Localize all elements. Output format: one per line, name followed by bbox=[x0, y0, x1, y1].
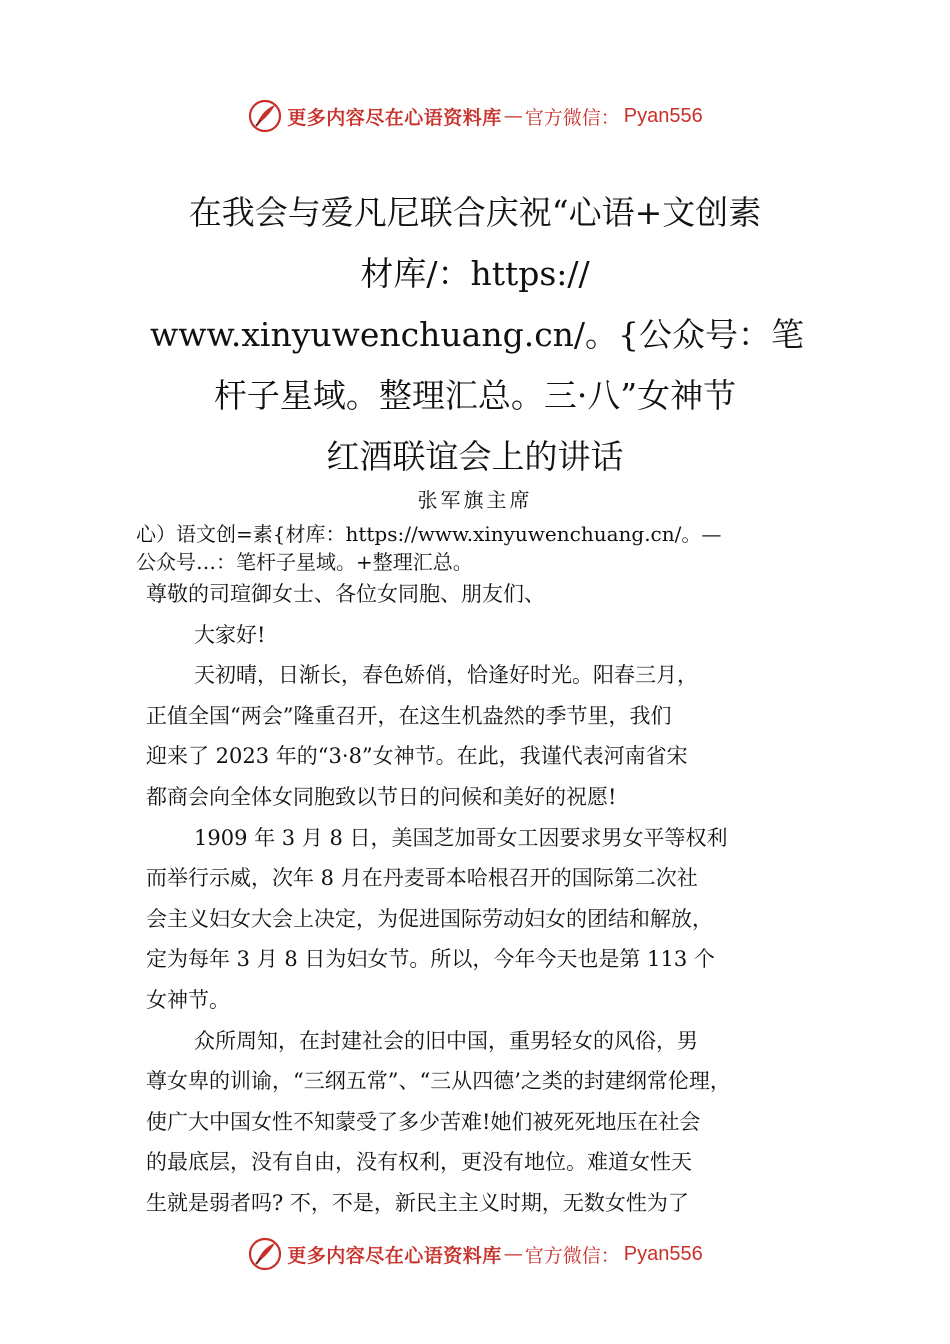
source-note bbox=[136, 520, 836, 576]
title-line: www.xinyuwenchuang.cn/。{公众号：笔 bbox=[150, 315, 805, 354]
banner-dash: — bbox=[503, 105, 523, 127]
footer-banner bbox=[0, 1232, 950, 1276]
document-title bbox=[150, 182, 805, 487]
banner-wechat-id: Pyan556 bbox=[623, 1242, 703, 1265]
banner-wechat-label: 官方微信： bbox=[524, 106, 620, 129]
title-line: 在我会与爱凡尼联合庆祝“心语+文创素 bbox=[188, 193, 762, 232]
body-line: 正值全国“两会”隆重召开，在这生机盎然的季节里，我们 bbox=[146, 703, 672, 728]
body-line: 使广大中国女性不知蒙受了多少苦难!她们被死死地压在社会 bbox=[146, 1109, 701, 1134]
body-line: 尊敬的司瑄御女士、各位女同胞、朋友们、 bbox=[146, 582, 545, 606]
body-line: 定为每年 3 月 8 日为妇女节。所以，今年今天也是第 113 个 bbox=[146, 947, 715, 972]
quill-logo-icon bbox=[247, 1236, 283, 1272]
banner-wechat-id: Pyan556 bbox=[623, 104, 703, 127]
speech-body bbox=[146, 574, 836, 1224]
title-line: 杆子星域。整理汇总。三·八”女神节 bbox=[213, 376, 737, 415]
body-line: 而举行示威，次年 8 月在丹麦哥本哈根召开的国际第二次社 bbox=[146, 866, 698, 891]
body-line: 生就是弱者吗? 不，不是，新民主主义时期，无数女性为了 bbox=[146, 1190, 689, 1215]
banner-dash: — bbox=[503, 1243, 523, 1265]
body-line: 众所周知，在封建社会的旧中国，重男轻女的风俗，男 bbox=[194, 1028, 698, 1053]
body-line: 女神节。 bbox=[146, 987, 230, 1012]
note-line: 公众号…：笔杆子星域。+整理汇总。 bbox=[136, 550, 473, 574]
header-banner bbox=[0, 94, 950, 138]
body-line: 大家好! bbox=[194, 622, 266, 647]
body-line: 1909 年 3 月 8 日，美国芝加哥女工因要求男女平等权利 bbox=[194, 825, 728, 850]
banner-brand: 更多内容尽在心语资料库 bbox=[287, 106, 502, 129]
title-line: 材库/：https:// bbox=[360, 254, 590, 293]
author-line: 张军旗主席 bbox=[417, 488, 533, 512]
title-line: 红酒联谊会上的讲话 bbox=[326, 437, 624, 476]
note-line: 心）语文创=素{材库：https://www.xinyuwenchuang.cn/。— bbox=[136, 522, 722, 546]
quill-logo-icon bbox=[247, 98, 283, 134]
banner-brand: 更多内容尽在心语资料库 bbox=[287, 1244, 502, 1267]
body-line: 天初晴，日渐长，春色娇俏，恰逢好时光。阳春三月， bbox=[194, 663, 698, 688]
body-line: 都商会向全体女同胞致以节日的问候和美好的祝愿! bbox=[146, 784, 617, 809]
body-line: 尊女卑的训谕，“三纲五常”、“三从四德’之类的封建纲常伦理， bbox=[146, 1069, 731, 1094]
body-line: 的最底层，没有自由，没有权利，更没有地位。难道女性天 bbox=[146, 1150, 692, 1175]
banner-wechat-label: 官方微信： bbox=[524, 1244, 620, 1267]
body-line: 迎来了 2023 年的“3·8”女神节。在此，我谨代表河南省宋 bbox=[146, 744, 688, 769]
body-line: 会主义妇女大会上决定，为促进国际劳动妇女的团结和解放， bbox=[146, 906, 713, 931]
